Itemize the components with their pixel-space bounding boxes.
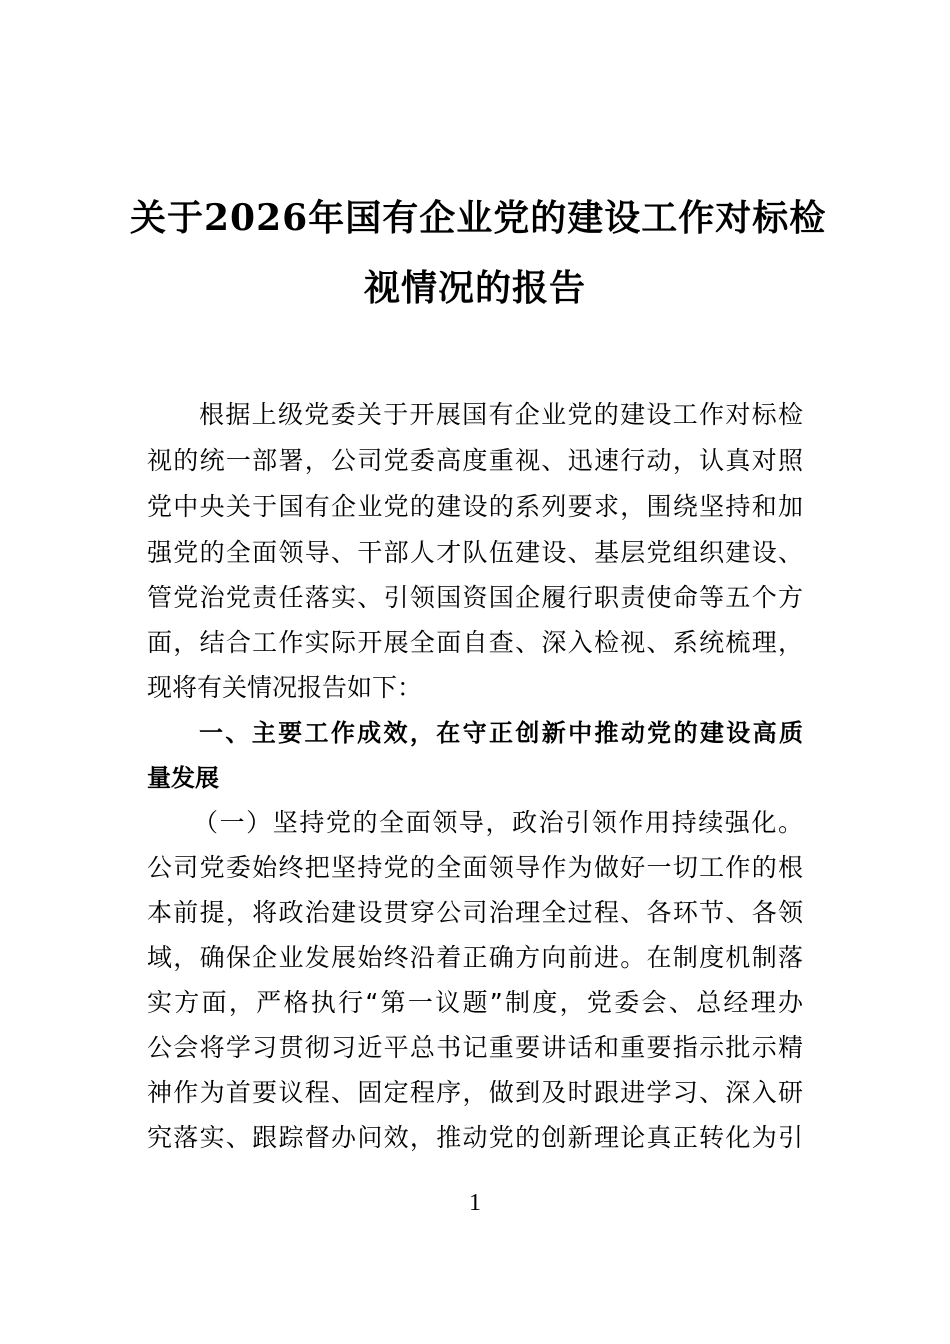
paragraph-line: 视的统一部署，公司党委高度重视、迅速行动，认真对照 (147, 446, 803, 475)
paragraph-line: 现将有关情况报告如下： (147, 673, 423, 702)
paragraph-line: 面，结合工作实际开展全面自查、深入检视、系统梳理， (147, 628, 803, 657)
paragraph-line: 管党治党责任落实、引领国资国企履行职责使命等五个方 (147, 583, 803, 612)
paragraph-line: 党中央关于国有企业党的建设的系列要求，围绕坚持和加 (147, 492, 803, 521)
section-heading-line: 量发展 (147, 764, 219, 792)
paragraph-line: 本前提，将政治建设贯穿公司治理全过程、各环节、各领 (147, 898, 803, 927)
paragraph-line: 神作为首要议程、固定程序，做到及时跟进学习、深入研 (147, 1078, 803, 1107)
document-title-line-2: 视情况的报告 (363, 267, 586, 309)
paragraph-line: 强党的全面领导、干部人才队伍建设、基层党组织建设、 (147, 538, 803, 567)
paragraph-line: 实方面，严格执行“第一议题”制度，党委会、总经理办 (147, 988, 803, 1017)
paragraph-line: 究落实、跟踪督办问效，推动党的创新理论真正转化为引 (147, 1123, 803, 1152)
paragraph-line: 公司党委始终把坚持党的全面领导作为做好一切工作的根 (147, 853, 803, 882)
section-heading-line: 一、主要工作成效，在守正创新中推动党的建设高质 (199, 719, 803, 747)
paragraph-line: 根据上级党委关于开展国有企业党的建设工作对标检 (199, 400, 803, 429)
document-title-line-1: 关于2026年国有企业党的建设工作对标检 (130, 197, 827, 239)
paragraph-line: （一）坚持党的全面领导，政治引领作用持续强化。 (193, 808, 803, 837)
paragraph-line: 域，确保企业发展始终沿着正确方向前进。在制度机制落 (147, 943, 803, 972)
paragraph-line: 公会将学习贯彻习近平总书记重要讲话和重要指示批示精 (147, 1033, 803, 1062)
page-number: 1 (469, 1190, 481, 1216)
